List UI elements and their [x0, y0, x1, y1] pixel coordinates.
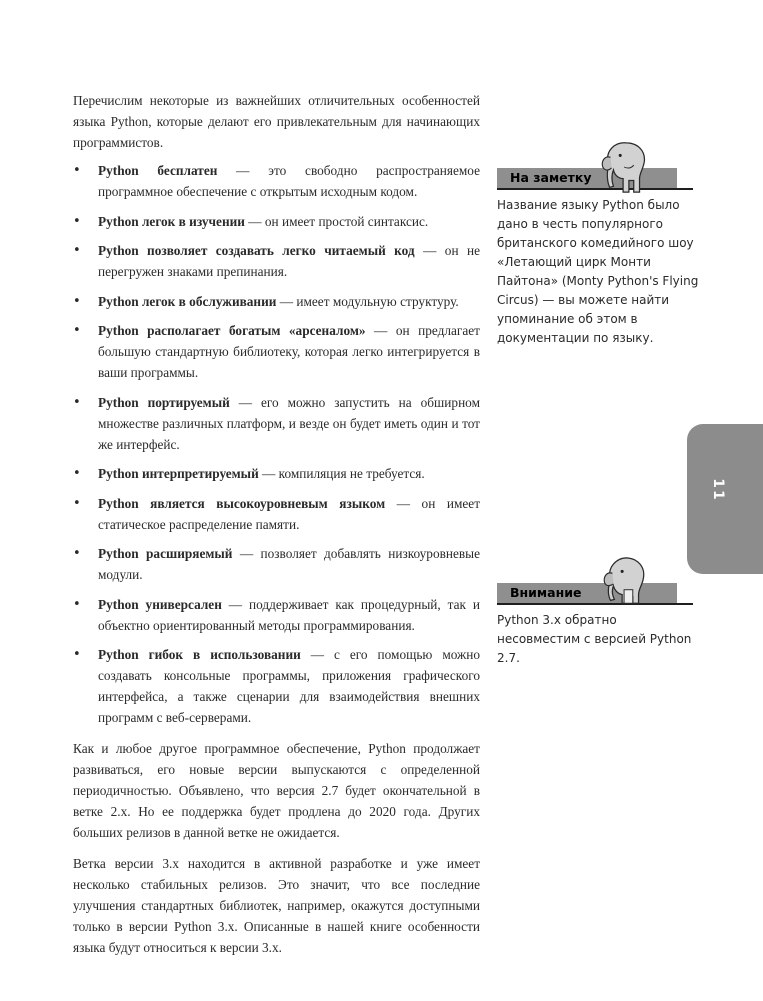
feature-item: [73, 291, 480, 312]
sidenote-note: [497, 168, 707, 348]
feature-description: — это свободно распространяемое программное обеспечение с открытым исходным кодом.: [98, 163, 481, 199]
feature-description: — компиляция не требуется.: [258, 466, 425, 481]
bullet-marker: •: [73, 647, 81, 662]
intro-paragraph: Перечислим некоторые из важнейших отличительных особенностей языка Python, которые делают его привлекательным для начинающих программистов.: [73, 93, 480, 150]
feature-term: Python легок в изучении: [98, 213, 245, 229]
feature-term: Python расширяемый: [98, 546, 233, 561]
feature-item: [73, 644, 480, 728]
feature-item: [73, 160, 480, 202]
sidenote-body: Название языку Python было дано в честь популярного британского комедийного шоу «Летающий цирк Монти Пайтона» (Monty Python's Flying Circus) — вы можете найти упоминание об этом в документации по языку.: [497, 198, 699, 345]
bullet-marker: •: [73, 394, 81, 410]
feature-description: — его можно запустить на обширном множестве различных платформ, и везде он будет иметь один и тот же интерфейс.: [98, 394, 480, 452]
feature-term: Python является высокоуровневым языком: [98, 495, 386, 511]
elephant-icon: [597, 138, 655, 196]
page-number: 11: [710, 478, 726, 502]
feature-item: [73, 594, 480, 636]
feature-item: [73, 211, 480, 232]
feature-item: [73, 493, 480, 535]
bullet-marker: •: [73, 546, 81, 561]
main-text: [73, 90, 480, 958]
feature-description: — позволяет добавлять низкоуровневые модули.: [98, 546, 481, 582]
feature-term: Python легок в обслуживании: [98, 293, 277, 309]
warning-title: Внимание: [510, 585, 582, 600]
feature-term: Python бесплатен: [98, 163, 218, 178]
bullet-marker: •: [73, 293, 81, 309]
feature-item: [73, 392, 480, 455]
feature-description: — поддерживает как процедурный, так и объектно ориентированный методы программирования.: [98, 596, 480, 633]
feature-description: — он предлагает большую стандартную библиотеку, которая легко интегрируется в ваши программы.: [98, 323, 480, 380]
sidenote-warning: [497, 583, 707, 668]
feature-description: — он не перегружен знаками препинания.: [98, 243, 481, 279]
feature-term: Python гибок в использовании: [98, 647, 301, 662]
feature-item: [73, 463, 480, 484]
branch-paragraph: Ветка версии 3.x находится в активной разработке и уже имеет несколько стабильных релизов. Это значит, что все последние улучшения стандартных библиотек, например, окажутся доступными только в версии Python 3.x. Описанные в нашей книге особенности языка будут относиться к версии 3.x.: [73, 856, 480, 955]
versions-paragraph: Как и любое другое программное обеспечение, Python продолжает развиваться, его новые версии выпускаются с определенной периодичностью. Объявлено, что версия 2.7 будет окончательной в ветке 2.x. Но ее поддержка будет продлена до 2020 года. Других больших релизов в данной ветке не ожидается.: [73, 741, 480, 840]
feature-list: [73, 160, 480, 728]
bullet-marker: •: [73, 243, 81, 258]
feature-term: Python универсален: [98, 596, 222, 612]
feature-term: Python располагает богатым «арсеналом»: [98, 323, 366, 338]
feature-term: Python позволяет создавать легко читаемый код: [98, 243, 415, 258]
feature-term: Python портируемый: [98, 394, 230, 410]
elephant-icon: [597, 553, 655, 611]
feature-item: [73, 543, 480, 585]
bullet-marker: •: [73, 213, 81, 229]
warning-body: Python 3.x обратно несовместим с версией Python 2.7.: [497, 613, 692, 665]
warning-header: [497, 583, 677, 603]
feature-item: [73, 320, 480, 383]
bullet-marker: •: [73, 596, 81, 612]
feature-description: — он имеет простой синтаксис.: [244, 213, 429, 229]
bullet-marker: •: [73, 466, 81, 481]
bullet-marker: •: [73, 163, 81, 178]
sidenote-header: [497, 168, 677, 188]
feature-description: — он имеет статическое распределение памяти.: [98, 495, 480, 532]
sidenote-title: На заметку: [510, 170, 592, 185]
sidenote-rule: [497, 188, 693, 190]
feature-description: — с его помощью можно создавать консольные программы, приложения графического интерфейса, а также сценарии для взаимодействия внешних программ с веб-серверами.: [98, 647, 480, 725]
bullet-marker: •: [73, 323, 81, 338]
chapter-tab: [687, 424, 763, 574]
feature-item: [73, 240, 480, 282]
feature-term: Python интерпретируемый: [98, 466, 259, 481]
warning-rule: [497, 603, 693, 605]
bullet-marker: •: [73, 495, 81, 511]
feature-description: — имеет модульную структуру.: [276, 293, 459, 309]
